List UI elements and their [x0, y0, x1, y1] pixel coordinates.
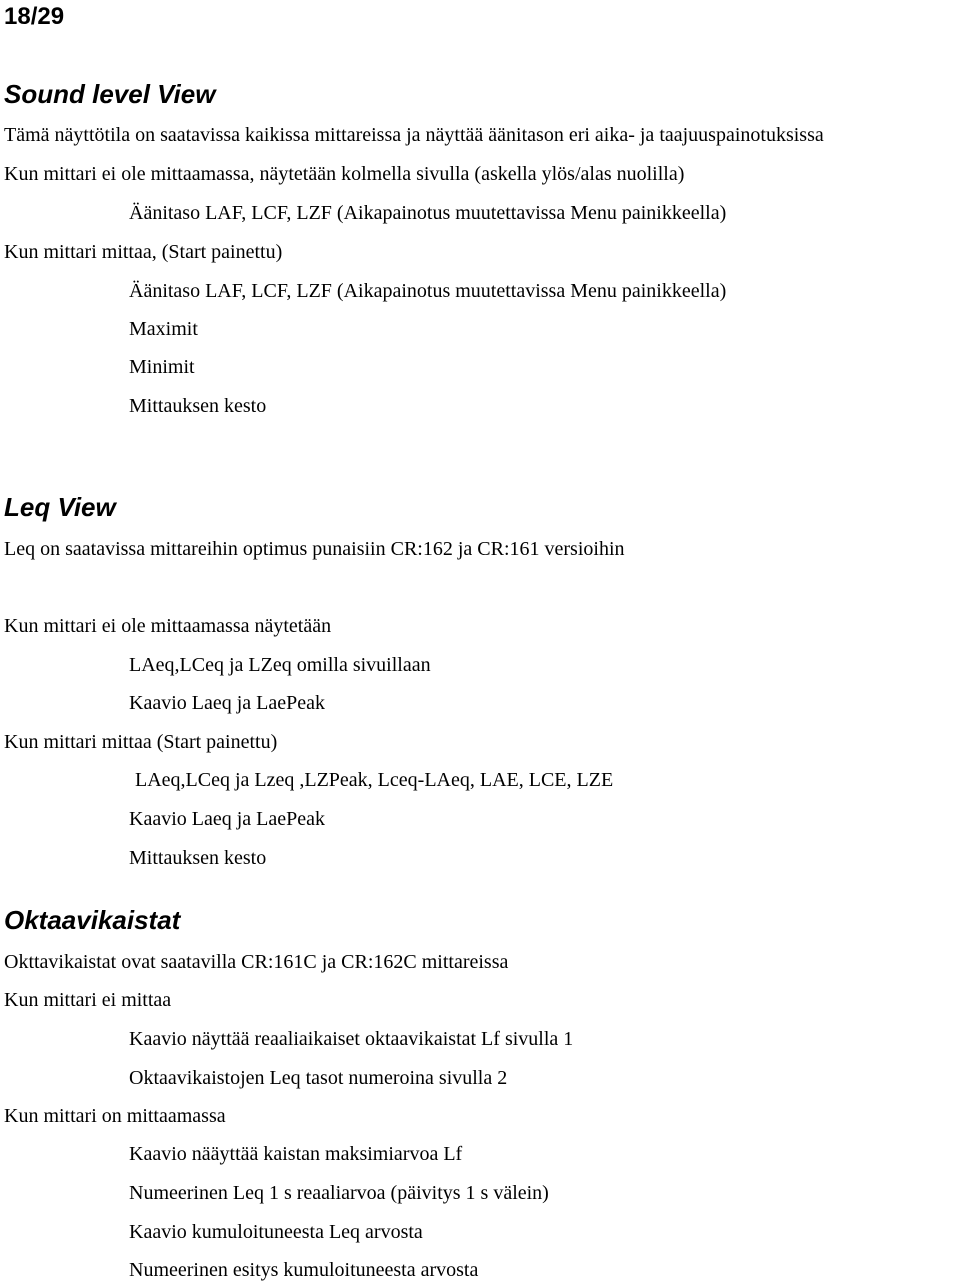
text-line: Oktaavikaistojen Leq tasot numeroina sivulla 2: [129, 1067, 508, 1089]
page-number: 18/29: [4, 3, 65, 30]
text-line: Tämä näyttötila on saatavissa kaikissa mittareissa ja näyttää äänitason eri aika- ja taajuuspainotuksissa: [4, 124, 824, 146]
text-line: Kaavio Laeq ja LaePeak: [129, 692, 326, 714]
text-line: Kaavio näyttää reaaliaikaiset oktaavikaistat Lf sivulla 1: [129, 1028, 574, 1050]
text-line: LAeq,LCeq ja LZeq omilla sivuillaan: [129, 654, 431, 676]
text-line: Kaavio nääyttää kaistan maksimiarvoa Lf: [129, 1143, 463, 1165]
text-line: LAeq,LCeq ja Lzeq ,LZPeak, Lceq-LAeq, LAE, LCE, LZE: [135, 769, 614, 791]
text-line: Leq on saatavissa mittareihin optimus punaisiin CR:162 ja CR:161 versioihin: [4, 538, 625, 560]
section-title-octave: Oktaavikaistat: [4, 905, 181, 935]
text-line: Maximit: [129, 318, 198, 340]
text-line: Kun mittari mittaa, (Start painettu): [4, 241, 283, 263]
text-line: Äänitaso LAF, LCF, LZF (Aikapainotus muutettavissa Menu painikkeella): [129, 280, 727, 302]
text-line: Okttavikaistat ovat saatavilla CR:161C ja CR:162C mittareissa: [4, 951, 509, 973]
text-line: Kaavio kumuloituneesta Leq arvosta: [129, 1221, 423, 1243]
text-line: Kaavio Laeq ja LaePeak: [129, 808, 326, 830]
text-line: Numeerinen Leq 1 s reaaliarvoa (päivitys 1 s välein): [129, 1182, 549, 1204]
text-line: Äänitaso LAF, LCF, LZF (Aikapainotus muutettavissa Menu painikkeella): [129, 202, 727, 224]
text-line: Numeerinen esitys kumuloituneesta arvosta: [129, 1259, 479, 1281]
section-title-leq: Leq View: [4, 492, 116, 522]
text-line: Kun mittari mittaa (Start painettu): [4, 731, 278, 753]
text-line: Mittauksen kesto: [129, 395, 267, 417]
text-line: Kun mittari on mittaamassa: [4, 1105, 226, 1127]
text-line: Kun mittari ei mittaa: [4, 989, 172, 1011]
section-title-sound-level: Sound level View: [4, 79, 216, 109]
text-line: Mittauksen kesto: [129, 847, 267, 869]
text-line: Minimit: [129, 356, 195, 378]
text-line: Kun mittari ei ole mittaamassa, näytetään kolmella sivulla (askella ylös/alas nuolilla): [4, 163, 685, 185]
text-line: Kun mittari ei ole mittaamassa näytetään: [4, 615, 332, 637]
